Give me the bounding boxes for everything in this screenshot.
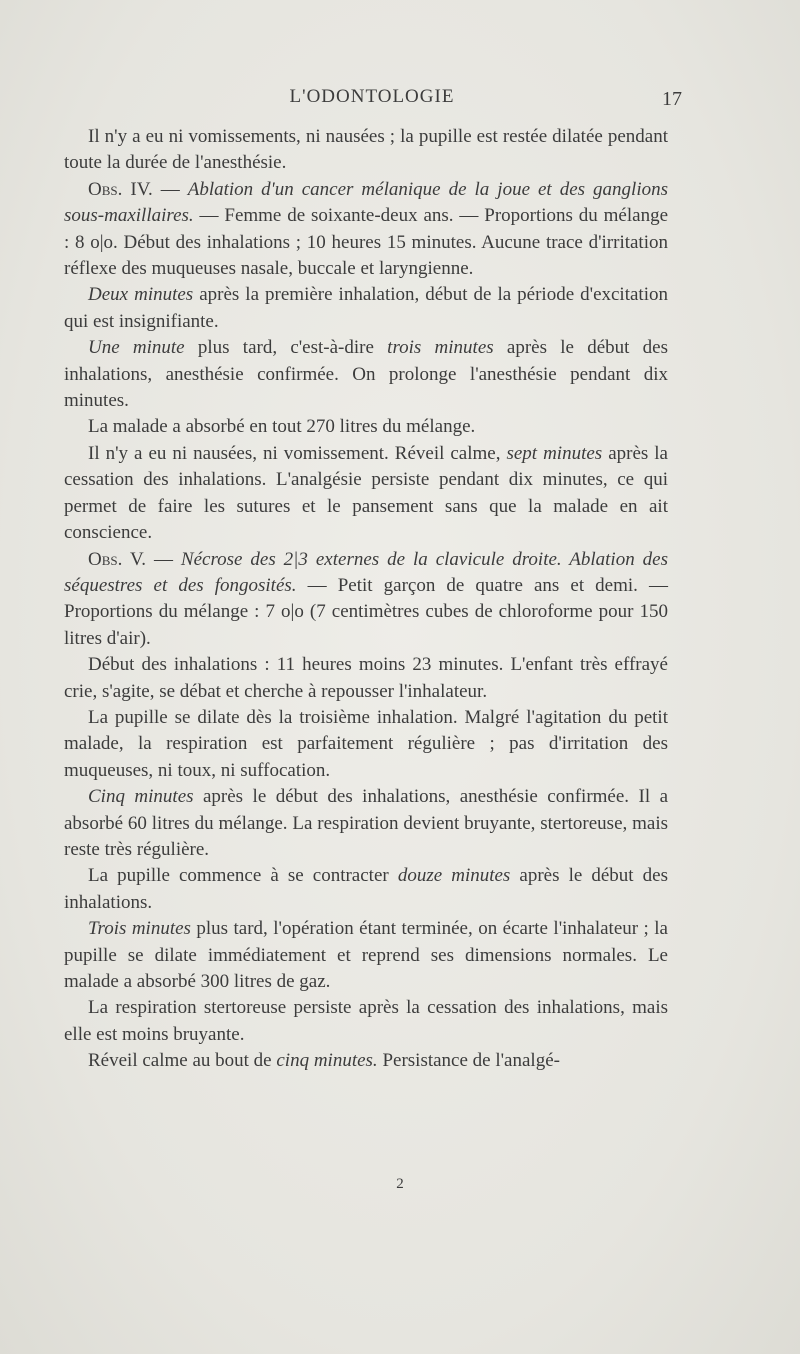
paragraph [64, 414, 668, 440]
page-number: 17 [662, 88, 682, 110]
paragraph [64, 652, 668, 705]
text-segment: après le début des inhalations. [64, 865, 668, 913]
text-segment: après le début des inhalations, anesthésie confirmée. Il a absorbé 60 litres du mélange. La respiration devient bruyante, stertoreuse, mais reste très régulière. [64, 786, 669, 860]
paragraph [64, 547, 668, 653]
text-segment: La respiration stertoreuse persiste après la cessation des inhalations, mais elle est moins bruyante. [64, 997, 668, 1045]
paragraph [64, 863, 668, 916]
paragraph [64, 995, 668, 1048]
paragraph [64, 916, 668, 995]
text-segment: — Petit garçon de quatre ans et demi. — Proportions du mélange : 7 o|o (7 centimètres cubes de chloroforme pour 150 litres d'air). [64, 574, 668, 649]
italic-text: Deux minutes [88, 284, 194, 306]
italic-text: sept minutes [506, 442, 603, 464]
paragraph [64, 441, 668, 547]
text-segment: Il n'y a eu ni nausées, ni vomissement. Réveil calme, [88, 442, 507, 464]
observation-label: Obs. IV. [88, 178, 153, 200]
paragraph [64, 177, 668, 283]
paragraph [64, 124, 668, 177]
page-header [62, 86, 682, 116]
text-segment: plus tard, c'est-à-dire [184, 337, 388, 359]
text-segment: — [152, 178, 188, 200]
text-segment: — Femme de soixante-deux ans. — Proportions du mélange : 8 o|o. Début des inhalations ; 10 heures 15 minutes. Aucune trace d'irritation réflexe des muqueuses nasale, buccale et laryngienne. [64, 205, 668, 280]
paragraph [64, 784, 668, 863]
signature-mark: 2 [396, 1176, 404, 1192]
text-segment: — [146, 548, 181, 570]
italic-text: Ablation d'un cancer mélanique de la joue et des ganglions sous-maxillaires. [64, 178, 668, 227]
italic-text: cinq minutes. [276, 1050, 378, 1072]
running-title: L'ODONTOLOGIE [289, 86, 455, 107]
text-segment: Réveil calme au bout de [88, 1050, 277, 1072]
text-segment: Persistance de l'analgé- [377, 1050, 560, 1072]
italic-text: Une minute [88, 337, 185, 359]
text-segment: La pupille commence à se contracter [88, 865, 398, 887]
text-segment: après la première inhalation, début de la période d'excitation qui est insignifiante. [64, 284, 668, 332]
text-segment: La malade a absorbé en tout 270 litres du mélange. [88, 416, 476, 438]
text-segment: après la cessation des inhalations. L'analgésie persiste pendant dix minutes, ce qui permet de faire les sutures et le pansement sans que la malade en ait conscience. [64, 442, 668, 544]
text-segment: Début des inhalations : 11 heures moins 23 minutes. L'enfant très effrayé crie, s'agite, se débat et cherche à repousser l'inhalateur. [64, 654, 668, 702]
text-segment: La pupille se dilate dès la troisième inhalation. Malgré l'agitation du petit malade, la respiration est parfaitement régulière ; pas d'irritation des muqueuses, ni toux, ni suffocation. [64, 706, 668, 781]
body-text [64, 124, 668, 1075]
paragraph [64, 705, 668, 784]
observation-label: Obs. V. [88, 548, 146, 570]
text-segment: Il n'y a eu ni vomissements, ni nausées ; la pupille est restée dilatée pendant toute la durée de l'anesthésie. [64, 126, 668, 174]
italic-text: trois minutes [387, 337, 494, 359]
italic-text: Trois minutes [88, 918, 191, 940]
italic-text: Nécrose des 2|3 externes de la clavicule droite. Ablation des séquestres et des fongosités. [64, 548, 668, 596]
italic-text: douze minutes [397, 865, 511, 887]
paragraph [64, 282, 668, 335]
text-segment: plus tard, l'opération étant terminée, on écarte l'inhalateur ; la pupille se dilate immédiatement et reprend ses dimensions normales. Le malade a absorbé 300 litres de gaz. [64, 918, 668, 992]
paragraph [64, 335, 668, 414]
paragraph [64, 1048, 668, 1074]
text-segment: après le début des inhalations, anesthésie confirmée. On prolonge l'anesthésie pendant dix minutes. [64, 337, 668, 412]
italic-text: Cinq minutes [88, 786, 194, 808]
